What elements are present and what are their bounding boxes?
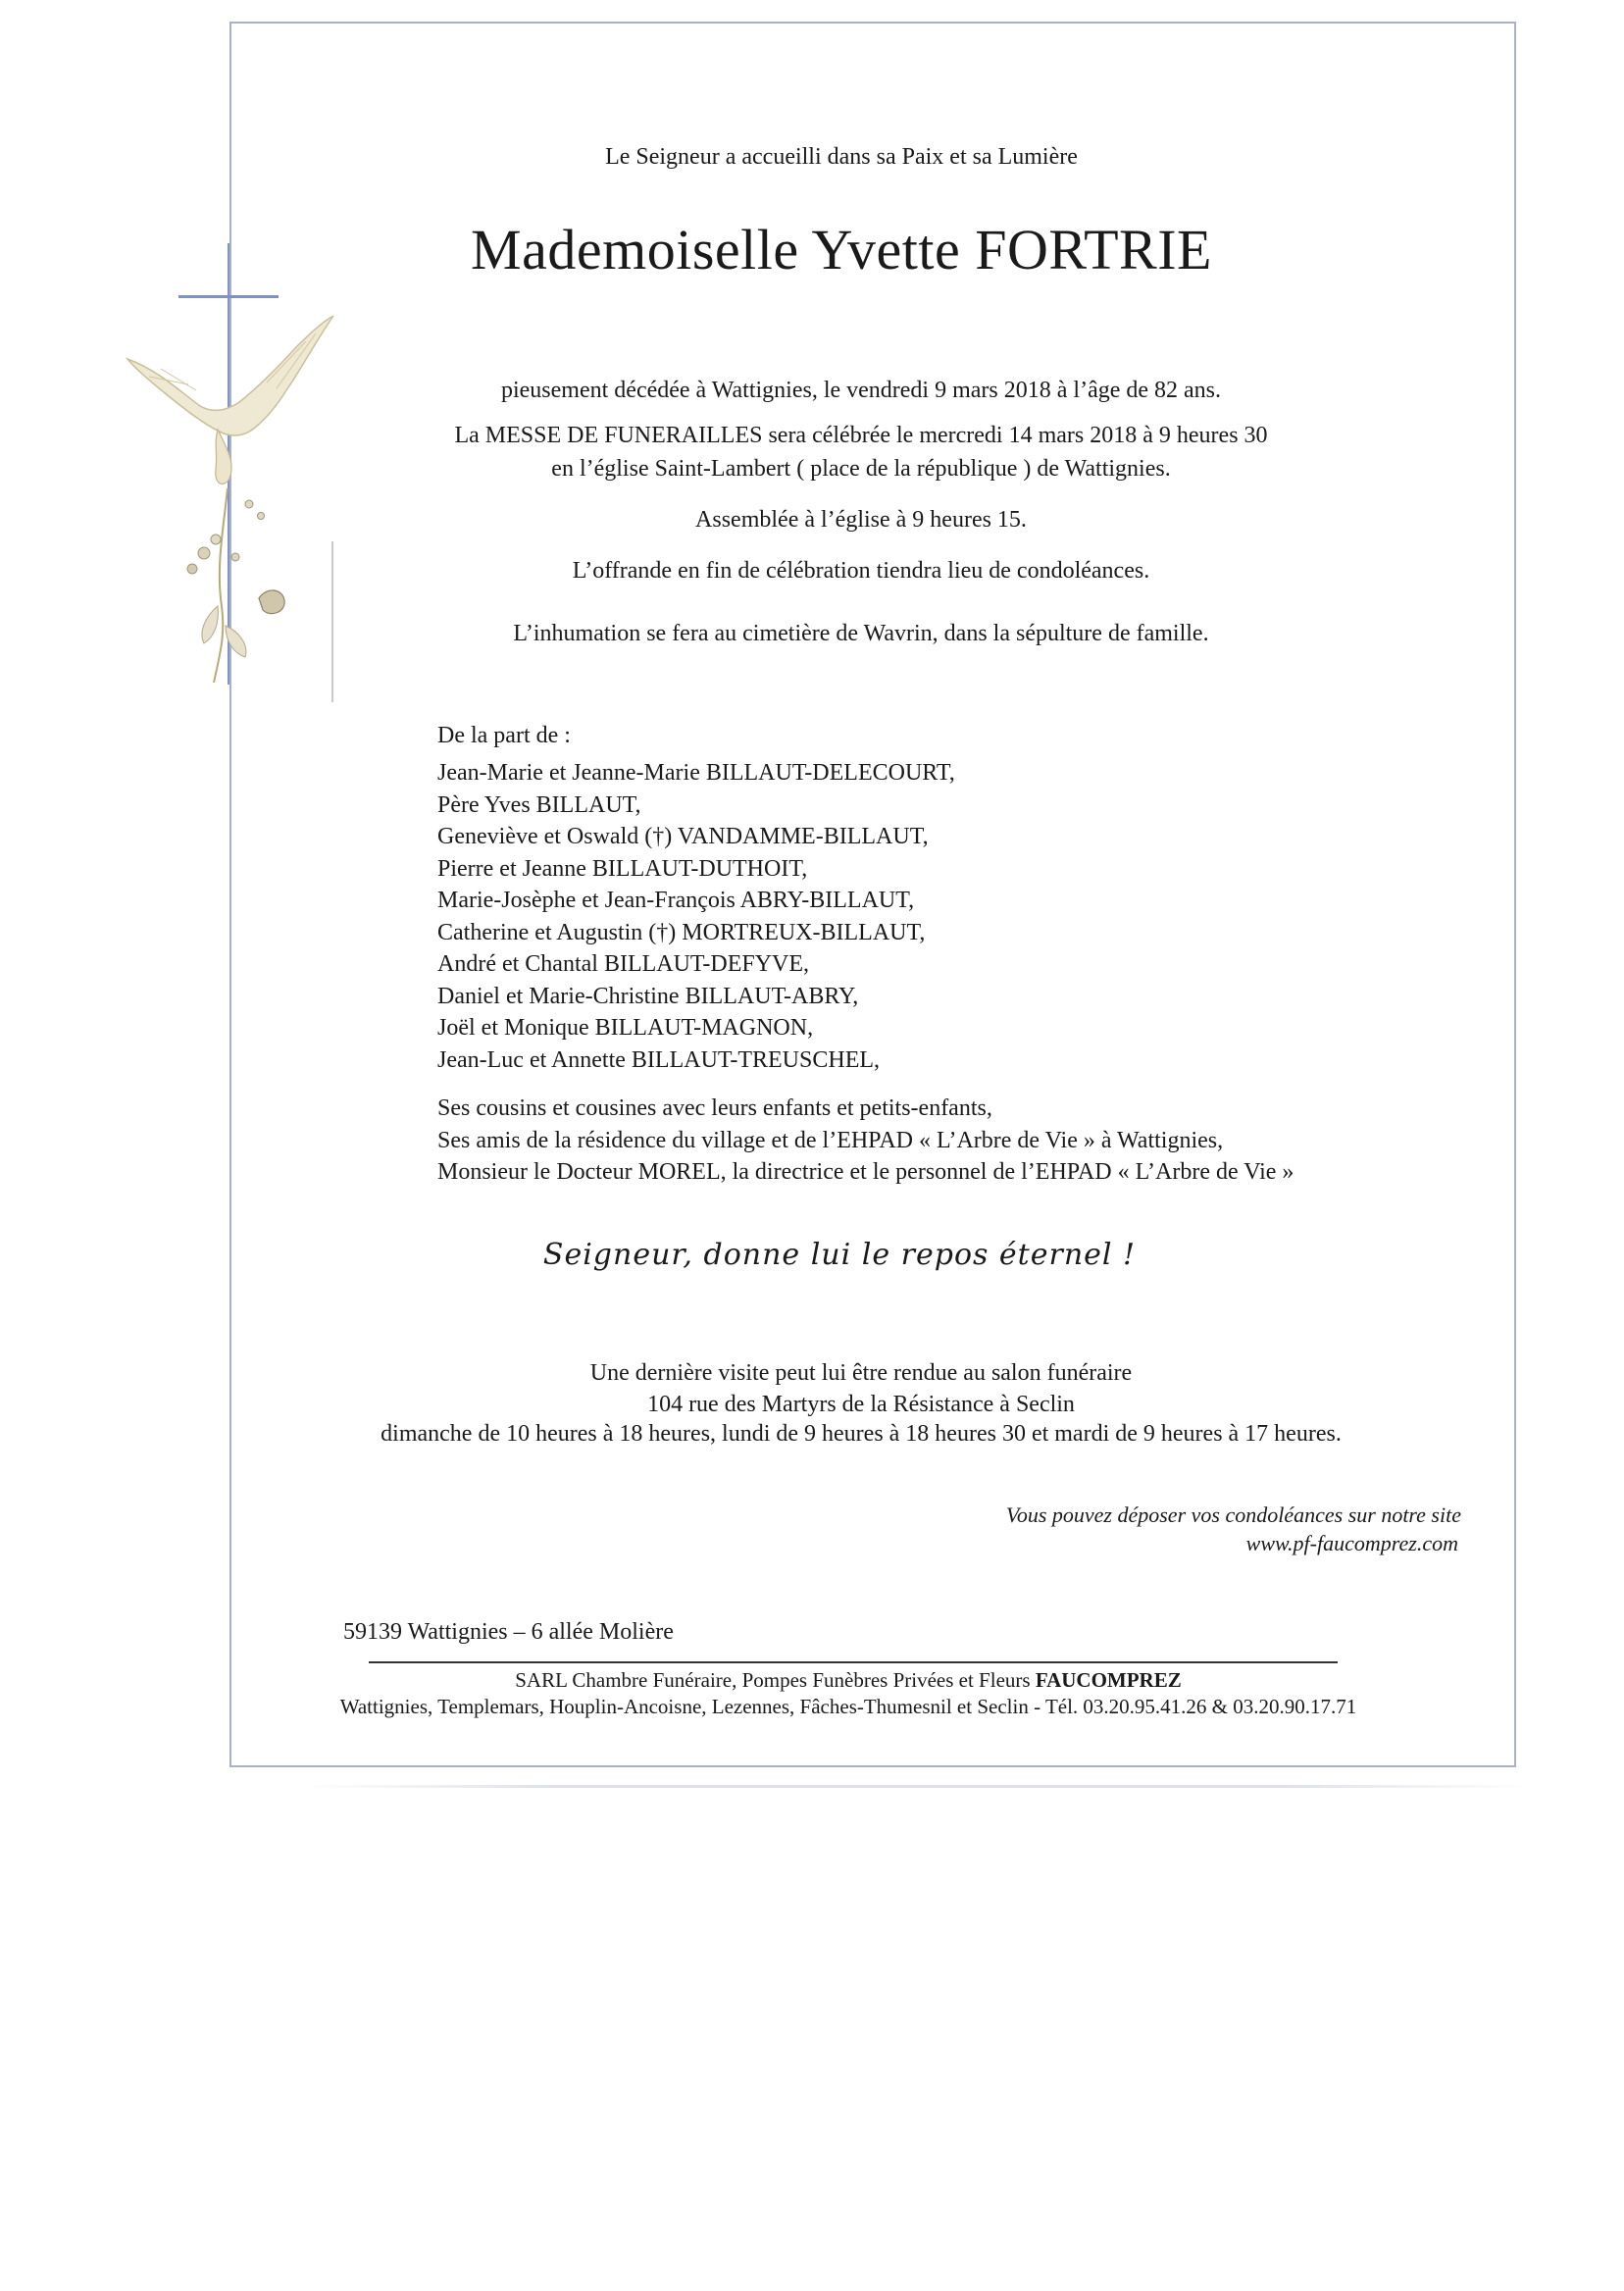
visit-line-1: Une dernière visite peut lui être rendue au salon funéraire: [589, 1360, 1133, 1386]
deceased-name: Mademoiselle Yvette FORTRIE: [471, 218, 1212, 281]
other-mourners-list: [437, 1093, 1294, 1189]
family-names-list: [437, 757, 955, 1076]
frame-shadow: [304, 1785, 1530, 1788]
offering-notice: L’offrande en fin de célébration tiendra lieu de condoléances.: [572, 558, 1150, 584]
death-notice: pieusement décédée à Wattignies, le vendredi 9 mars 2018 à l’âge de 82 ans.: [500, 378, 1222, 403]
burial-notice: L’inhumation se fera au cimetière de Wavrin, dans la sépulture de famille.: [513, 621, 1209, 646]
company-line: [0, 1670, 1624, 1691]
cross-horizontal-bar: [178, 295, 279, 298]
assembly-notice: Assemblée à l’église à 9 heures 15.: [695, 507, 1027, 533]
visit-line-3: dimanche de 10 heures à 18 heures, lundi de 9 heures à 18 heures 30 et mardi de 9 heures à 17 heures.: [381, 1421, 1342, 1447]
family-name-item: Pierre et Jeanne BILLAUT-DUTHOIT,: [437, 855, 808, 882]
company-prefix: SARL Chambre Funéraire, Pompes Funèbres Privées et Fleurs: [515, 1668, 1031, 1692]
family-name-item: Daniel et Marie-Christine BILLAUT-ABRY,: [437, 983, 859, 1009]
header-line: Le Seigneur a accueilli dans sa Paix et sa Lumière: [605, 144, 1078, 170]
condolences-url[interactable]: www.pf-faucomprez.com: [1245, 1531, 1458, 1555]
family-label: De la part de :: [437, 723, 571, 748]
other-mourners-item: Ses cousins et cousines avec leurs enfants et petits-enfants,: [437, 1095, 992, 1121]
footer-divider: [369, 1661, 1338, 1663]
family-name-item: Jean-Marie et Jeanne-Marie BILLAUT-DELECOURT,: [437, 760, 955, 786]
family-name-item: Jean-Luc et Annette BILLAUT-TREUSCHEL,: [437, 1046, 881, 1073]
other-mourners-item: Monsieur le Docteur MOREL, la directrice et le personnel de l’EHPAD « L’Arbre de Vie »: [437, 1159, 1294, 1185]
family-name-item: Geneviève et Oswald (†) VANDAMME-BILLAUT,: [437, 824, 929, 849]
visit-line-2: 104 rue des Martyrs de la Résistance à Seclin: [647, 1392, 1075, 1417]
family-name-item: Marie-Josèphe et Jean-François ABRY-BILLAUT,: [437, 888, 915, 913]
mass-line-1: La MESSE DE FUNERAILLES sera célébrée le mercredi 14 mars 2018 à 9 heures 30: [454, 423, 1268, 448]
other-mourners-item: Ses amis de la résidence du village et de l’EHPAD « L’Arbre de Vie » à Wattignies,: [437, 1127, 1224, 1153]
family-name-item: Catherine et Augustin (†) MORTREUX-BILLAUT,: [437, 919, 926, 945]
company-name: FAUCOMPREZ: [1035, 1668, 1182, 1692]
towns-and-phone: Wattignies, Templemars, Houplin-Ancoisne, Lezennes, Fâches-Thumesnil et Seclin - Tél. 03.20.95.41.26 & 03.20.90.17.71: [339, 1695, 1357, 1718]
family-name-item: Père Yves BILLAUT,: [437, 791, 641, 818]
funeral-home-address: 59139 Wattignies – 6 allée Molière: [343, 1619, 674, 1645]
family-name-item: André et Chantal BILLAUT-DEFYVE,: [437, 951, 810, 977]
prayer-line: Seigneur, donne lui le repos éternel !: [542, 1238, 1137, 1272]
family-name-item: Joël et Monique BILLAUT-MAGNON,: [437, 1015, 814, 1041]
condolences-message: Vous pouvez déposer vos condoléances sur notre site: [1005, 1502, 1461, 1527]
mass-line-2: en l’église Saint-Lambert ( place de la république ) de Wattignies.: [551, 456, 1171, 482]
